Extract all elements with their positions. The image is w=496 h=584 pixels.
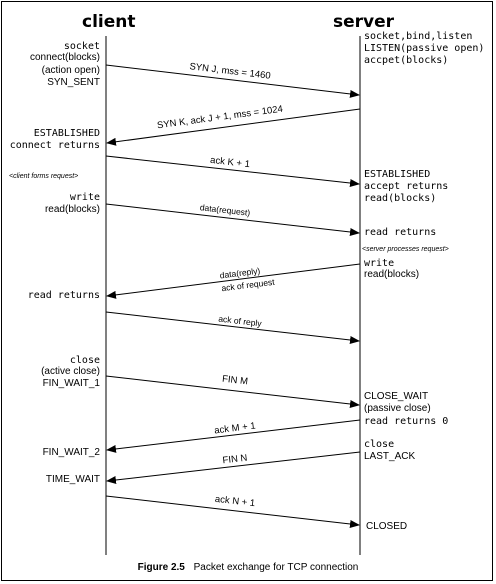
- server-accept-returns: accept returns: [364, 181, 449, 192]
- server-close: close: [364, 439, 395, 450]
- msg-fin-n: FIN N: [222, 452, 248, 467]
- client-fin-wait-2: FIN_WAIT_2: [42, 447, 100, 458]
- msg-ack-m: ack M + 1: [213, 420, 257, 437]
- server-write: write: [364, 258, 395, 269]
- msg-syn: SYN J, mss = 1460: [188, 61, 272, 82]
- msg-ack-k: ack K + 1: [209, 154, 251, 171]
- server-socket-bind-listen: socket,bind,listen: [364, 31, 473, 42]
- server-read-returns: read returns: [364, 227, 437, 238]
- msg-ack-of-reply: ack of reply: [217, 313, 263, 329]
- server-accept-blocks: accpet(blocks): [364, 55, 449, 66]
- client-connect-returns: connect returns: [9, 140, 100, 151]
- client-connect: connect(blocks): [29, 52, 100, 63]
- server-established: ESTABLISHED: [364, 169, 431, 180]
- client-read-returns: read returns: [27, 290, 100, 301]
- server-listen: LISTEN(passive open): [364, 43, 485, 54]
- caption-figure-number: Figure 2.5: [137, 562, 185, 573]
- msg-ack-n: ack N + 1: [214, 493, 256, 510]
- msg-data-request: data(request): [199, 202, 251, 218]
- client-established: ESTABLISHED: [33, 128, 100, 139]
- server-read-blocks-2: read(blocks): [364, 269, 420, 280]
- server-processes-request: <server processes request>: [362, 246, 449, 253]
- client-syn-sent: SYN_SENT: [47, 77, 100, 88]
- client-forms-request: <client forms request>: [9, 173, 79, 180]
- msg-fin-m: FIN M: [221, 373, 249, 388]
- server-close-wait: CLOSE_WAIT: [364, 391, 429, 402]
- client-time-wait: TIME_WAIT: [45, 474, 100, 485]
- figure-caption: [0, 563, 496, 573]
- client-header: client: [82, 12, 136, 32]
- client-socket: socket: [63, 41, 100, 52]
- server-last-ack: LAST_ACK: [364, 451, 416, 462]
- client-read-blocks: read(blocks): [44, 204, 100, 215]
- caption-text: Packet exchange for TCP connection: [193, 562, 359, 573]
- server-header: server: [333, 12, 395, 32]
- client-action-open: (action open): [41, 65, 100, 76]
- server-read-blocks: read(blocks): [364, 193, 437, 204]
- client-fin-wait-1: FIN_WAIT_1: [42, 378, 100, 389]
- client-active-close: (active close): [41, 366, 100, 377]
- msg-ack-of-request: ack of request: [220, 276, 276, 294]
- msg-syn-ack: SYN K, ack J + 1, mss = 1024: [156, 103, 284, 132]
- server-passive-close: (passive close): [364, 403, 431, 414]
- client-write: write: [69, 192, 100, 203]
- client-close: close: [69, 355, 100, 366]
- server-closed: CLOSED: [366, 521, 408, 532]
- server-read-returns-0: read returns 0: [364, 416, 449, 427]
- msg-data-reply: data(reply): [219, 265, 261, 281]
